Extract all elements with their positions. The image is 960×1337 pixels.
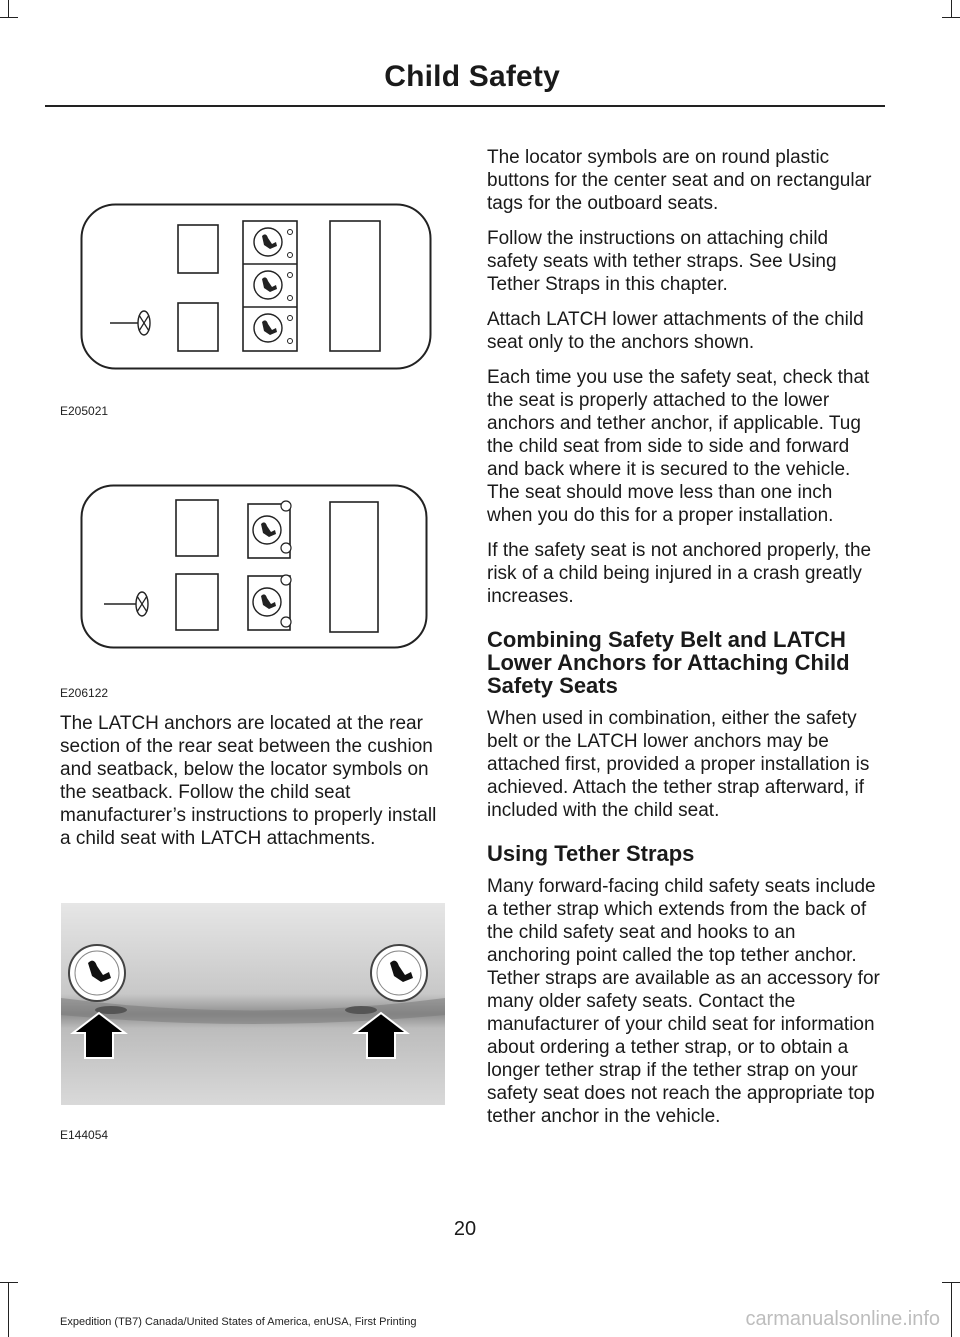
crop-mark (951, 0, 952, 18)
crop-mark (942, 17, 960, 18)
figure-code: E206122 (60, 686, 109, 700)
crop-mark (951, 1282, 952, 1337)
body-paragraph: Many forward-facing child safety seats include a tether strap which extends from the back of the child safety seat and hooks to an anchoring point called the top tether anchor. Tether straps are available as an accessory for many older safety seats. Contact the manufacturer of your child seat for information about ordering a tether strap, or to obtain a longer tether strap if the tether strap on your safety seat does not reach the appropriate top tether anchor in the vehicle. (487, 876, 880, 1127)
figure-code: E205021 (60, 404, 109, 418)
body-paragraph: The LATCH anchors are located at the rear section of the rear seat between the cushion and seatback, below the locator symbols on the seatback. Follow the child seat manufacturer’s instructions to properly install a child seat with LATCH attachments. (60, 713, 437, 849)
crop-mark (8, 1282, 9, 1337)
body-paragraph: When used in combination, either the safety belt or the LATCH lower anchors may be attached first, provided a proper installation is achieved. Attach the tether strap afterward, if included with the child seat. (487, 708, 870, 821)
section-heading: Using Tether Straps (487, 841, 695, 866)
watermark: carmanualsonline.info (745, 1308, 940, 1330)
seat-anchor-photo (61, 903, 445, 1105)
edition-footer: Expedition (TB7) Canada/United States of America, enUSA, First Printing (60, 1316, 417, 1328)
body-paragraph: Follow the instructions on attaching child safety seats with tether straps. See Using Tether Straps in this chapter. (487, 228, 837, 295)
body-paragraph: The locator symbols are on round plastic buttons for the center seat and on rectangular tags for the outboard seats. (487, 147, 872, 214)
crop-mark (942, 1282, 960, 1283)
crop-mark (8, 0, 9, 18)
section-heading: Combining Safety Belt and LATCH Lower Anchors for Attaching Child Safety Seats (487, 627, 850, 698)
latch-diagram-center-buttons (80, 203, 432, 371)
page-title: Child Safety (384, 60, 560, 93)
latch-diagram-outboard-tags (80, 484, 428, 650)
page-number: 20 (453, 1218, 477, 1240)
body-paragraph: Each time you use the safety seat, check that the seat is properly attached to the lower anchors and tether anchor, if applicable. Tug the child seat from side to side and forward and back where it is secured to the vehicle. The seat should move less than one inch when you do this for a proper installation. (487, 367, 870, 526)
crop-mark (0, 17, 18, 18)
crop-mark (0, 1282, 18, 1283)
header-divider (45, 105, 885, 107)
body-paragraph: Attach LATCH lower attachments of the child seat only to the anchors shown. (487, 309, 864, 353)
body-paragraph: If the safety seat is not anchored properly, the risk of a child being injured in a crash greatly increases. (487, 540, 872, 607)
figure-code: E144054 (60, 1128, 109, 1142)
